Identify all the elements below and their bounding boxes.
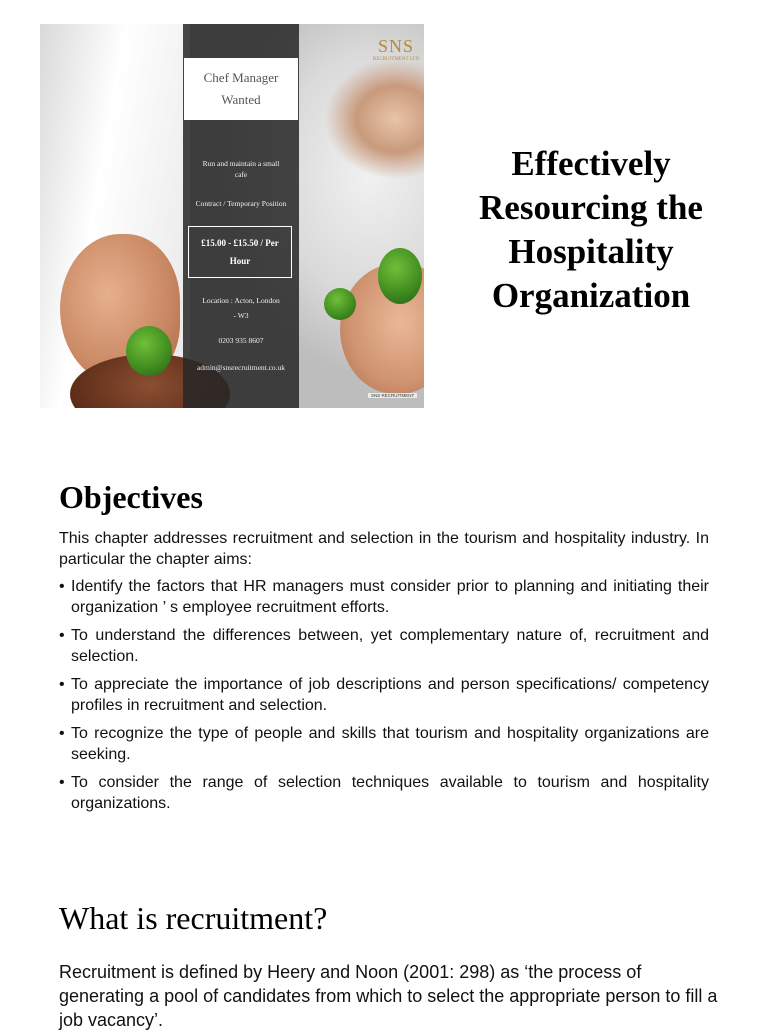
poster-title-line1: Chef Manager bbox=[203, 70, 279, 85]
herb-garnish-left bbox=[126, 326, 172, 376]
poster-rate-line1: £15.00 - £15.50 / Per bbox=[201, 238, 279, 248]
bullet-icon: • bbox=[59, 676, 65, 693]
objectives-intro: This chapter addresses recruitment and selection in the tourism and hospitality industry. In particular the chapter aims: bbox=[59, 530, 709, 568]
poster-location-line2: - W3 bbox=[233, 311, 249, 320]
logo-mark: SNS bbox=[377, 36, 415, 56]
poster-contract: Contract / Temporary Position bbox=[195, 199, 287, 208]
herb-garnish-right-small bbox=[324, 288, 356, 320]
poster-duty bbox=[183, 158, 299, 180]
poster-location-line1: Location : Acton, London bbox=[202, 296, 280, 305]
poster-rate-line2: Hour bbox=[229, 256, 251, 266]
poster-duty-line2: cafe bbox=[234, 170, 248, 179]
title-line3: Hospitality bbox=[508, 232, 674, 271]
list-item: • To consider the range of selection techniques available to tourism and hospitality organizations. bbox=[59, 774, 709, 812]
title-line1: Effectively bbox=[511, 144, 671, 183]
list-item: • To recognize the type of people and skills that tourism and hospitality organizations are seeking. bbox=[59, 725, 709, 763]
job-poster-image bbox=[40, 24, 424, 408]
poster-duty-line1: Run and maintain a small bbox=[202, 159, 280, 168]
poster-email: admin@snsrecruitment.co.uk bbox=[196, 363, 286, 372]
presentation-title bbox=[446, 142, 736, 318]
poster-rate-box bbox=[188, 226, 292, 278]
list-item: • To understand the differences between, yet complementary nature of, recruitment and selection. bbox=[59, 627, 709, 665]
bullet-icon: • bbox=[59, 774, 65, 791]
bullet-icon: • bbox=[59, 578, 65, 595]
poster-phone: 0203 935 8607 bbox=[218, 336, 264, 345]
poster-stamp: SNS RECRUITMENT bbox=[368, 393, 417, 398]
objectives-list bbox=[59, 576, 709, 821]
title-line2: Resourcing the bbox=[479, 188, 703, 227]
list-item: • Identify the factors that HR managers must consider prior to planning and initiating their organization ’ s employee recruitment efforts. bbox=[59, 578, 709, 616]
title-line4: Organization bbox=[491, 276, 691, 315]
poster-title-line2: Wanted bbox=[221, 92, 261, 107]
herb-garnish-right-top bbox=[378, 248, 422, 304]
bullet-icon: • bbox=[59, 627, 65, 644]
recruitment-logo bbox=[366, 36, 424, 64]
recruitment-definition: Recruitment is defined by Heery and Noon (2001: 298) as ‘the process of generating a pool of candidates from which to select the appropriate person to fill a job vacancy’. bbox=[59, 962, 718, 1030]
bullet-icon: • bbox=[59, 725, 65, 742]
poster-title-box bbox=[184, 58, 298, 120]
list-item: • To appreciate the importance of job descriptions and person specifications/ competency profiles in recruitment and selection. bbox=[59, 676, 709, 714]
objectives-heading: Objectives bbox=[59, 479, 203, 515]
poster-location bbox=[183, 295, 299, 321]
recruitment-heading: What is recruitment? bbox=[59, 900, 328, 936]
logo-subtitle: RECRUITMENT LTD bbox=[373, 57, 419, 62]
